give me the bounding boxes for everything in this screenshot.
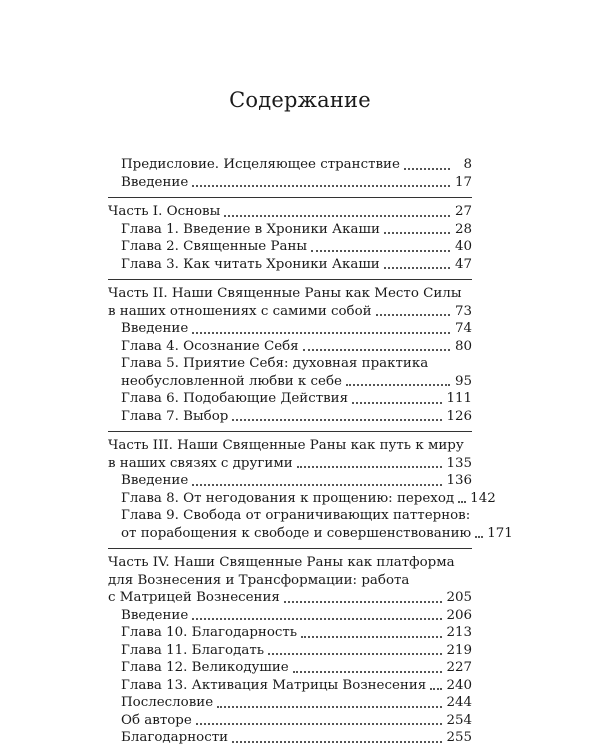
- table-of-contents: [108, 156, 513, 747]
- toc-entry: Глава 8. От негодования к прощению: переход 142: [121, 490, 496, 506]
- toc-entry-cont: от порабощения к свободе и совершенствованию 171: [121, 525, 513, 541]
- toc-entry: Глава 7. Выбор 126: [121, 408, 472, 424]
- toc-entry: Глава 9. Свобода от ограничивающих паттернов:: [121, 508, 471, 523]
- toc-part-heading: Часть IV. Наши Священные Раны как платформа: [108, 555, 455, 570]
- toc-entry: Глава 6. Подобающие Действия 111: [121, 391, 472, 406]
- toc-entry: Глава 12. Великодушие 227: [121, 660, 472, 675]
- section-divider: [108, 279, 472, 280]
- toc-entry: Глава 3. Как читать Хроники Акаши 47: [121, 256, 472, 272]
- toc-part-heading: Часть III. Наши Священные Раны как путь к миру: [108, 438, 464, 453]
- toc-entry-introduction: Введение 17: [121, 174, 472, 190]
- toc-entry: Введение 206: [121, 607, 472, 623]
- toc-entry-about-author: Об авторе 254: [121, 712, 472, 728]
- toc-part-heading-cont: для Вознесения и Трансформации: работа: [108, 572, 410, 588]
- toc-entry: Глава 1. Введение в Хроники Акаши 28: [121, 221, 472, 237]
- toc-entry: Глава 5. Приятие Себя: духовная практика: [121, 356, 429, 371]
- toc-entry-cont: необусловленной любви к себе 95: [121, 373, 472, 389]
- toc-entry-acknowledgements: Благодарности 255: [121, 730, 472, 745]
- toc-part-heading: Часть I. Основы 27: [108, 204, 472, 219]
- toc-entry: Глава 4. Осознание Себя 80: [121, 338, 472, 354]
- toc-entry: Глава 13. Активация Матрицы Вознесения 240: [121, 677, 472, 693]
- section-divider: [108, 431, 472, 432]
- toc-entry: Введение 136: [121, 473, 472, 488]
- toc-entry-afterword: Послесловие 244: [121, 695, 472, 710]
- toc-part-heading-cont: в наших связях с другими 135: [108, 455, 472, 471]
- toc-entry: Глава 11. Благодать 219: [121, 642, 472, 658]
- toc-part-heading-cont: с Матрицей Вознесения 205: [108, 590, 472, 605]
- toc-entry: Глава 10. Благодарность 213: [121, 625, 472, 640]
- page-title: Содержание: [229, 88, 371, 112]
- toc-entry: Введение 74: [121, 321, 472, 336]
- toc-part-heading-cont: в наших отношениях с самими собой 73: [108, 303, 472, 319]
- toc-entry: Глава 2. Священные Раны 40: [121, 239, 472, 254]
- section-divider: [108, 548, 472, 549]
- toc-part-heading: Часть II. Наши Священные Раны как Место Силы: [108, 286, 462, 301]
- section-divider: [108, 197, 472, 198]
- toc-entry-preface: Предисловие. Исцеляющее странствие 8: [121, 157, 472, 172]
